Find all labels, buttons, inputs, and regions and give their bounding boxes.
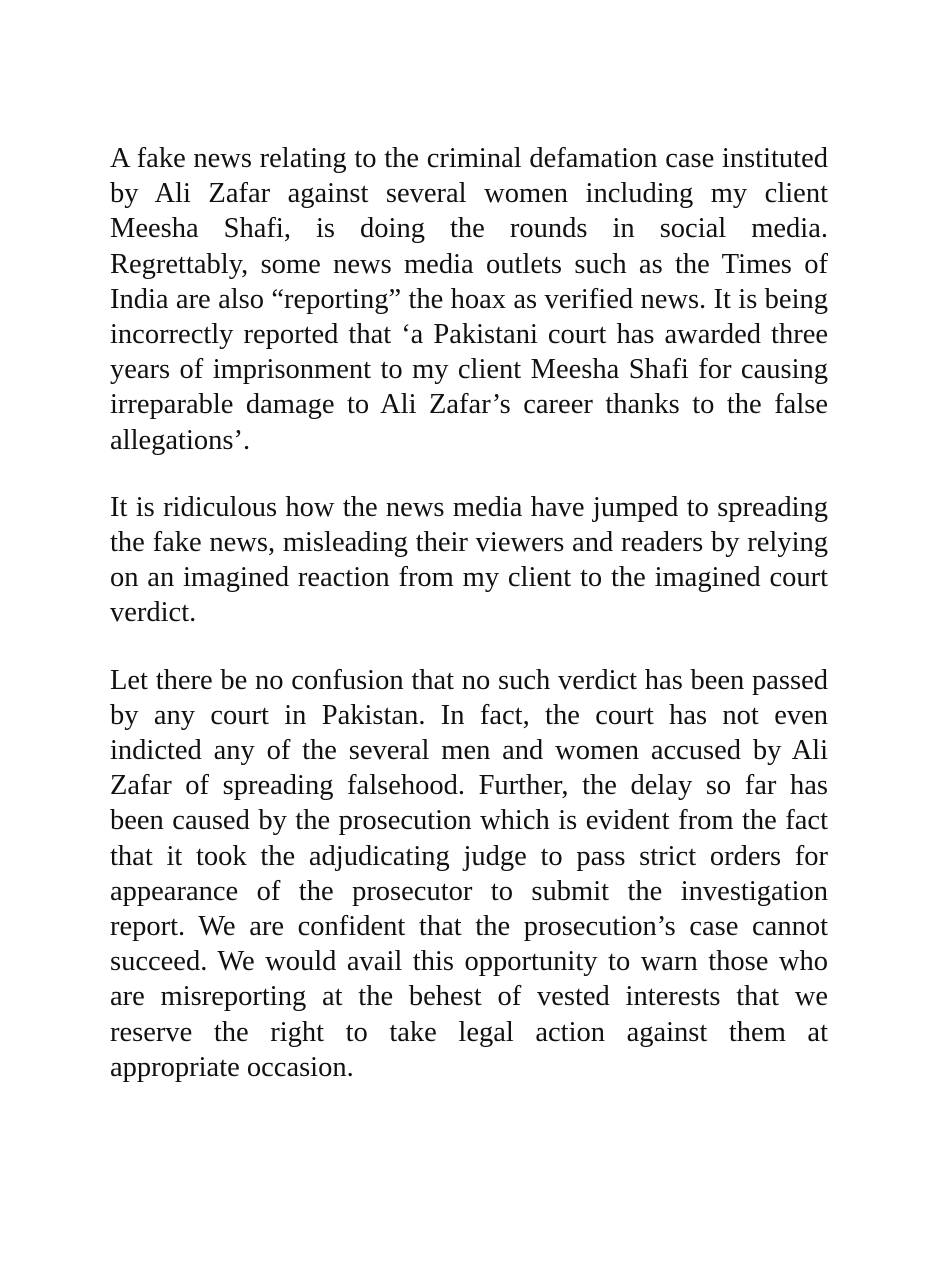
paragraph-fake-news: A fake news relating to the criminal defamation case instituted by Ali Zafar against several women including my client Meesha Shafi, is doing the rounds in social media. Regrettably, some news media outlets such as the Times of India are also “reporting” the hoax as verified news. It is being incorrectly reported that ‘a Pakistani court has awarded three years of imprisonment to my client Meesha Shafi for causing irreparable damage to Ali Zafar’s career thanks to the false allegations’. [110, 143, 828, 456]
paragraph-clarification: Let there be no confusion that no such verdict has been passed by any court in Pakistan. In fact, the court has not even indicted any of the several men and women accused by Ali Zafar of spreading falsehood. Further, the delay so far has been caused by the prosecution which is evident from the fact that it took the adjudicating judge to pass strict orders for appearance of the prosecutor to submit the investigation report. We are confident that the prosecution’s case cannot succeed. We would avail this opportunity to warn those who are misreporting at the behest of vested interests that we reserve the right to take legal action against them at appropriate occasion. [110, 664, 828, 1083]
paragraph-media-response: It is ridiculous how the news media have jumped to spreading the fake news, misleading their viewers and readers by relying on an imagined reaction from my client to the imagined court verdict. [110, 491, 828, 629]
statement-body [110, 141, 828, 1085]
